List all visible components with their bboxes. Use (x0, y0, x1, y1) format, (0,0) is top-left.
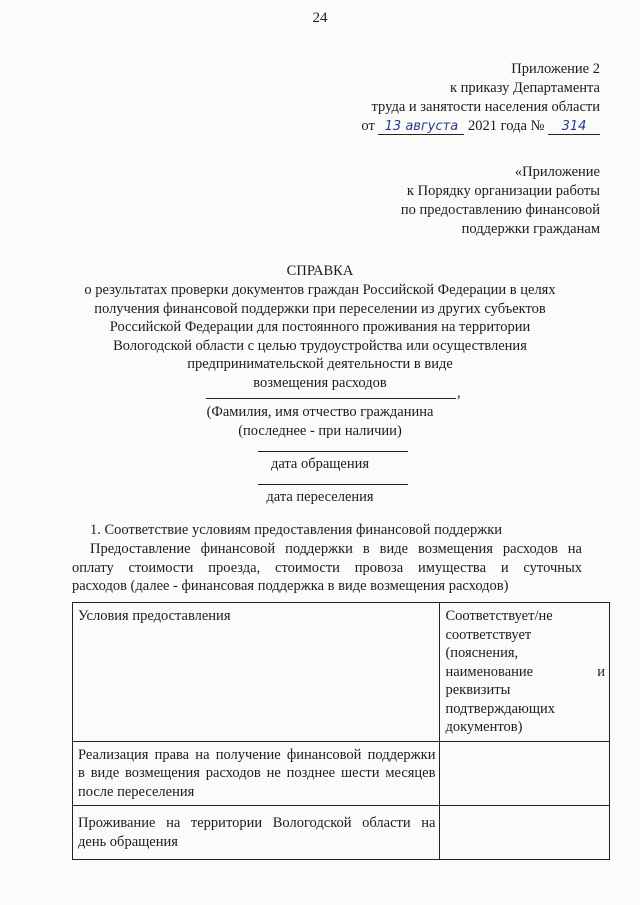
prilozhenie-line-1: «Приложение (514, 164, 600, 180)
compliance-cell[interactable] (440, 806, 610, 860)
annex-line-4 (361, 117, 600, 136)
annex-block (361, 60, 600, 136)
date-relocation-blank-line (258, 484, 408, 485)
date-relocation-caption: дата переселения (266, 489, 374, 505)
subtitle-line: Вологодской области с целью трудоустройства или осуществления (113, 337, 527, 354)
condition-line: в виде возмещения расходов не позднее шести месяцев (78, 765, 436, 781)
annex-year-number: 2021 года № (468, 118, 545, 134)
name-comma: , (457, 385, 461, 401)
annex-line-1: Приложение 2 (511, 61, 600, 77)
header-compliance-line: Соответствует/не (445, 608, 553, 624)
section-1-line-3: расходов (далее - финансовая поддержка в виде возмещения расходов) (72, 578, 509, 594)
section-1-line-2: оплату стоимости проезда, стоимости провоза имущества и суточных (72, 559, 582, 576)
name-caption-2: (последнее - при наличии) (238, 423, 402, 439)
handwritten-order-number: 314 (548, 120, 600, 135)
header-compliance-line: соответствует (445, 626, 532, 643)
header-compliance-line (445, 663, 605, 682)
condition-line: Проживание на территории Вологодской области на (78, 815, 436, 831)
condition-line: Реализация права на получение финансовой поддержки (78, 746, 436, 763)
subtitle-line: возмещения расходов (253, 374, 387, 391)
condition-line: после переселения (78, 783, 195, 800)
annex-date-prefix: от (361, 118, 375, 134)
conditions-table (72, 602, 610, 860)
subtitle-line: о результатах проверки документов граждан Российской Федерации в целях (84, 282, 556, 298)
prilozhenie-block (401, 163, 600, 239)
date-request-caption: дата обращения (270, 456, 370, 472)
date-request-blank-line (258, 451, 408, 452)
header-compliance-line: (пояснения, (445, 645, 519, 661)
prilozhenie-line-3: по предоставлению финансовой (400, 202, 600, 218)
header-conditions: Условия предоставления (73, 603, 440, 742)
handwritten-date: 13 августа (378, 120, 464, 135)
condition-cell (73, 741, 440, 806)
annex-line-2: к приказу Департамента (449, 80, 600, 96)
section-1-paragraph (72, 540, 582, 596)
table-row (73, 741, 610, 806)
header-word: и (597, 663, 605, 680)
prilozhenie-line-2: к Порядку организации работы (406, 183, 600, 199)
section-1-line-1: Предоставление финансовой поддержки в виде возмещения расходов на (90, 541, 582, 557)
subtitle-line: Российской Федерации для постоянного проживания на территории (109, 319, 531, 335)
table-row (73, 806, 610, 860)
subtitle-line: получения финансовой поддержки при переселении из других субъектов (94, 300, 546, 317)
name-caption-1: (Фамилия, имя отчество гражданина (206, 404, 434, 420)
header-word: наименование (445, 663, 534, 680)
header-compliance-line: реквизиты (445, 682, 511, 698)
condition-cell (73, 806, 440, 860)
subtitle-line: предпринимательской деятельности в виде (187, 356, 453, 372)
subtitle (60, 281, 580, 392)
document-title: СПРАВКА (286, 263, 354, 279)
name-blank-line (206, 398, 456, 399)
page-number: 24 (312, 10, 328, 26)
header-compliance-line: подтверждающих (445, 700, 556, 717)
header-compliance (440, 603, 610, 742)
condition-line: день обращения (78, 833, 178, 850)
section-1-heading: 1. Соответствие условиям предоставления финансовой поддержки (90, 522, 503, 538)
annex-line-3: труда и занятости населения области (371, 99, 600, 115)
compliance-cell[interactable] (440, 741, 610, 806)
table-header-row (73, 603, 610, 742)
prilozhenie-line-4: поддержки гражданам (461, 221, 600, 237)
header-compliance-line: документов) (445, 719, 523, 735)
